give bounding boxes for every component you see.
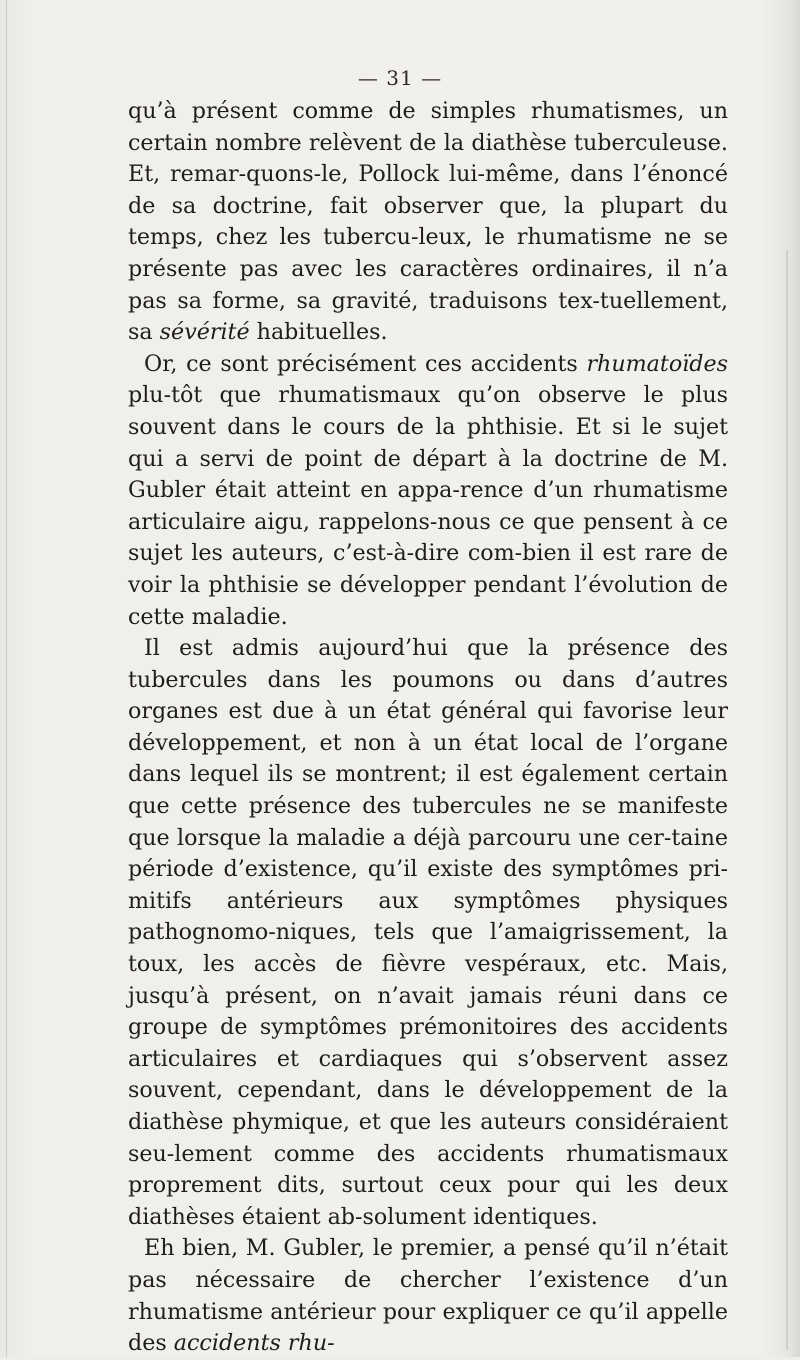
page-edge-left	[6, 0, 7, 1357]
body-text	[128, 96, 728, 1360]
paragraph	[128, 349, 728, 633]
page-edge-right	[786, 250, 788, 1350]
text-run: qu’à présent comme de simples rhumatismes, un certain nombre relèvent de la diathèse tuberculeuse. Et, remar-quons-le, Pollock lui-même, dans l’énoncé de sa doctrine, fait observer que, la plupart du temps, chez les tubercu-leux, le rhumatisme ne se présente pas avec les caractères ordinaires, il n’a pas sa forme, sa gravité, traduisons tex-tuellement, sa	[128, 98, 728, 346]
page-number: — 31 —	[357, 66, 443, 90]
text-run: Il est admis aujourd’hui que la présence des tubercules dans les poumons ou dans d’autres organes est due à un état général qui favorise leur développement, et non à un état local de l’organe dans lequel ils se montrent; il est également certain que cette présence des tubercules ne se manifeste que lorsque la maladie a déjà parcouru une cer-taine période d’existence, qu’il existe des symptômes pri-mitifs antérieurs aux symptômes physiques pathognomo-niques, tels que l’amaigrissement, la toux, les accès de fièvre vespéraux, etc. Mais, jusqu’à présent, on n’avait jamais réuni dans ce groupe de symptômes prémonitoires des accidents articulaires et cardiaques qui s’observent assez souvent, cependant, dans le développement de la diathèse phymique, et que les auteurs considéraient seu-lement comme des accidents rhumatismaux proprement dits, surtout ceux pour qui les deux diathèses étaient ab-solument identiques.	[128, 635, 728, 1230]
italic-text: accidents rhu-	[173, 1330, 335, 1357]
paragraph	[128, 633, 728, 1233]
italic-text: sévérité	[159, 319, 250, 346]
text-run: Or, ce sont précisément ces accidents	[144, 350, 587, 377]
text-run: habituelles.	[249, 319, 388, 346]
text-run: Eh bien, M. Gubler, le premier, a pensé qu’il n’était pas nécessaire de chercher l’existence d’un rhumatisme antérieur pour expliquer ce qu’il appelle des	[128, 1235, 728, 1357]
paragraph	[128, 96, 728, 349]
paragraph	[128, 1233, 728, 1359]
text-run: plu-tôt que rhumatismaux qu’on observe le plus souvent dans le cours de la phthisie. Et si le sujet qui a servi de point de départ à la doctrine de M. Gubler était atteint en appa-rence d’un rhumatisme articulaire aigu, rappelons-nous ce que pensent à ce sujet les auteurs, c’est-à-dire com-bien il est rare de voir la phthisie se développer pendant l’évolution de cette maladie.	[128, 382, 728, 630]
italic-text: rhumatoïdes	[586, 350, 728, 377]
